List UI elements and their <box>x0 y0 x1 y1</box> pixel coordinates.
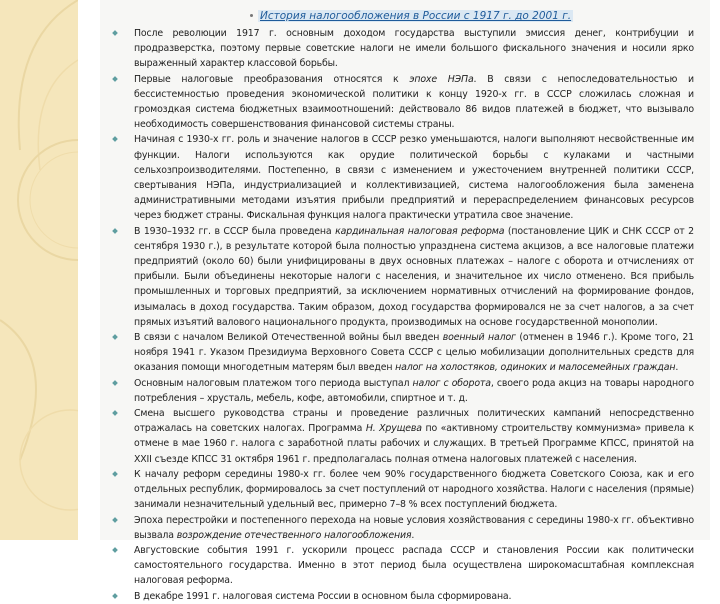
bullet-icon <box>112 547 118 553</box>
bullet-item <box>108 543 694 589</box>
body-text: Эпоха перестройки и постепенного перехода на новые условия хозяйствования с середины 1980-х гг. объективно вызвала <box>134 514 694 541</box>
bullet-item <box>108 376 694 406</box>
bullet-list <box>108 26 694 604</box>
body-text: . <box>675 362 679 374</box>
slide-title: История налогообложения в России с 1917 г. до 2001 г. <box>260 10 572 22</box>
bullet-item <box>108 26 694 72</box>
emphasized-text: Н. Хрущева <box>365 423 422 435</box>
title-bullet-icon <box>250 14 253 17</box>
body-text: В связи с началом Великой Отечественной войны был введен <box>134 332 443 344</box>
bullet-item <box>108 406 694 467</box>
bullet-item <box>108 467 694 513</box>
bullet-icon <box>112 380 118 386</box>
body-text: После революции 1917 г. основным доходом государства выступили эмиссия денег, контрибуции и продразверстка, поэтому первые советские налоги не имели большого фискального значения и носили ярко выраженный характер классовой борьбы. <box>134 28 694 70</box>
body-text: Основным налоговым платежом того периода выступал <box>134 377 413 389</box>
bullet-icon <box>112 228 118 234</box>
body-text: . В связи с непоследовательностью и бессистемностью проведения экономической политики к концу 1920-х гг. в СССР сложилась сложная и громоздкая система бюджетных взаимоотношений: действовало 86 видов платежей в бюджет, что вызывало необходимость совершенствования финансовой системы страны. <box>134 73 694 131</box>
body-text: В 1930–1932 гг. в СССР была проведена <box>134 225 336 237</box>
bullet-item <box>108 513 694 543</box>
emphasized-text: возрождение отечественного налогообложения <box>176 529 412 541</box>
bullet-item <box>108 224 694 330</box>
emphasized-text: налог с оборота <box>412 377 491 389</box>
bullet-icon <box>112 410 118 416</box>
body-text: по «активному строительству коммунизма» привела к отмене в мае 1960 г. налога с заработной платы рабочих и служащих. В третьей Программе КПСС, принятой на XXII съезде КПСС 31 октября 1961 г. предполагалась полная отмена налоговых платежей с населения. <box>134 423 694 465</box>
bullet-icon <box>112 517 118 523</box>
bullet-icon <box>112 471 118 477</box>
body-text: Смена высшего руководства страны и проведение различных политических кампаний непосредственно отражалась на советских налогах. Программа <box>134 408 694 435</box>
emphasized-text: эпохе НЭПа <box>409 73 474 85</box>
bullet-icon <box>112 76 118 82</box>
body-text: . <box>411 529 415 541</box>
bullet-item <box>108 132 694 223</box>
body-text: Начиная с 1930-х гг. роль и значение налогов в СССР резко уменьшаются, налоги выполняют несвойственные им функции. Налоги используются как орудие политической борьбы с кулаками и частными сельхозпроизводителями. Постепенно, в связи с изменением и ужесточением внутренней политики СССР, свертывания НЭПа, индустриализацией и коллективизацией, система налогообложения была заменена административными методами изъятия прибыли предприятий и перераспределением финансовых ресурсов через бюджет страны. Фискальная функция налога практически утратила свое значение. <box>134 134 694 222</box>
body-text: (отменен в 1946 г.). Кроме того, 21 ноября 1941 г. Указом Президиума Верховного Совета СССР с целью мобилизации дополнительных средств для оказания помощи многодетным матерям был введен <box>134 332 694 374</box>
emphasized-text: военный налог <box>442 332 516 344</box>
bullet-icon <box>112 30 118 36</box>
bullet-icon <box>112 334 118 340</box>
emphasized-text: кардинальная налоговая реформа <box>335 225 505 237</box>
decorative-side-strip <box>0 0 78 540</box>
body-text: К началу реформ середины 1980-х гг. более чем 90% государственного бюджета Советского Союза, как и его отдельных республик, формировалось за счет поступлений от народного хозяйства. Налоги с населения (прямые) занимали незначительный удельный вес, примерно 7–8 % всех поступлений бюджета. <box>134 468 694 511</box>
body-text: (постановление ЦИК и СНК СССР от 2 сентября 1930 г.), в результате которой была полностью упразднена система акцизов, а все налоговые платежи предприятий (около 60) были унифицированы в двух основных платежах – налоге с оборота и отчислениях от прибыли. Были объединены некоторые налоги с населения, и значительное их число отменено. Вся прибыль промышленных и торговых предприятий, за исключением нормативных отчислений на формирование фондов, изымалась в доход государства. Таким образом, доход государства формировался не за счет налогов, а за счет прямых изъятий валового национального продукта, производимых на основе государственной монополии. <box>134 225 694 328</box>
emphasized-text: налог на холостяков, одиноких и малосемейных граждан <box>395 362 676 374</box>
bullet-item <box>108 589 694 604</box>
body-text: В декабре 1991 г. налоговая система России в основном была сформирована. <box>134 590 512 602</box>
body-text: Первые налоговые преобразования относятся к <box>134 73 410 85</box>
body-text: , своего рода акциз на товары народного потребления – хрусталь, мебель, кофе, автомобили, спиртное и т. д. <box>134 377 694 404</box>
decorative-curves <box>0 0 78 540</box>
bullet-item <box>108 330 694 376</box>
bullet-icon <box>112 593 118 599</box>
bullet-item <box>108 72 694 133</box>
bullet-icon <box>112 137 118 143</box>
body-text: Августовские события 1991 г. ускорили процесс распада СССР и становления России как политически самостоятельного государства. Именно в этот период была осуществлена широкомасштабная комплексная налоговая реформа. <box>134 544 694 587</box>
